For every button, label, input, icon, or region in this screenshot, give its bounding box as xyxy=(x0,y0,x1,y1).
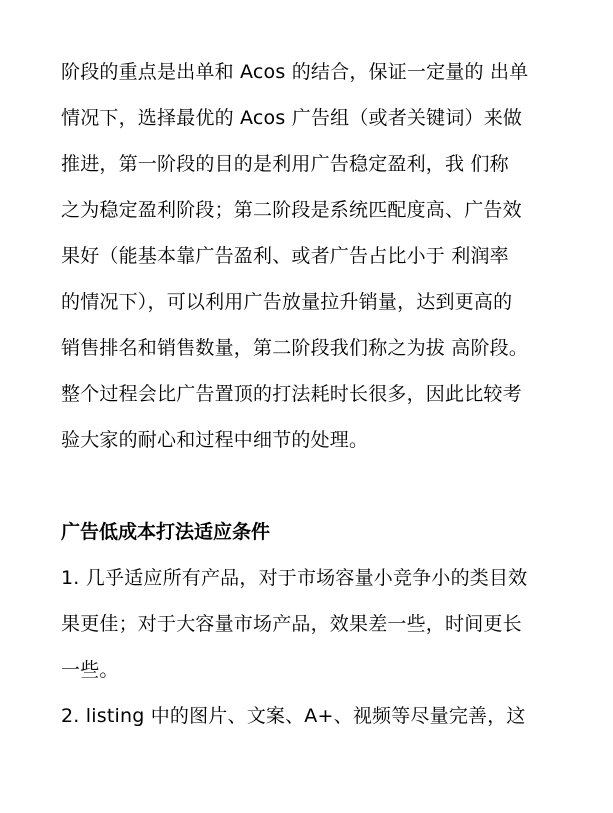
list-line: 一些。 xyxy=(61,659,119,681)
paragraph-line: 之为稳定盈利阶段；第二阶段是系统匹配度高、广告效 xyxy=(61,199,522,221)
document-content xyxy=(61,49,555,739)
list-item-1 xyxy=(61,555,555,693)
section-heading: 广告低成本打法适应条件 xyxy=(61,521,271,543)
paragraph-line: 整个过程会比广告置顶的打法耗时长很多，因此比较考 xyxy=(61,383,522,405)
paragraph-line: 验大家的耐心和过程中细节的处理。 xyxy=(61,429,369,451)
paragraph-line: 情况下，选择最优的 Acos 广告组（或者关键词）来做 xyxy=(61,107,523,129)
paragraph-line: 的情况下），可以利用广告放量拉升销量，达到更高的 xyxy=(61,291,513,313)
paragraph-line: 阶段的重点是出单和 Acos 的结合，保证一定量的 出单 xyxy=(61,61,529,83)
paragraph-line: 果好（能基本靠广告盈利、或者广告占比小于 利润率 xyxy=(61,245,509,267)
list-line: 1. 几乎适应所有产品，对于市场容量小竞争小的类目效 xyxy=(61,567,528,589)
paragraph-line: 推进，第一阶段的目的是利用广告稳定盈利，我 们称 xyxy=(61,153,509,175)
list-item-2 xyxy=(61,693,555,739)
list-line: 2. listing 中的图片、文案、A+、视频等尽量完善，这 xyxy=(61,705,526,727)
paragraph-line: 销售排名和销售数量，第二阶段我们称之为拔 高阶段。 xyxy=(61,337,529,359)
paragraph-spacer xyxy=(61,463,555,509)
paragraph-1 xyxy=(61,49,555,463)
list-line: 果更佳；对于大容量市场产品，效果差一些，时间更长 xyxy=(61,613,522,635)
